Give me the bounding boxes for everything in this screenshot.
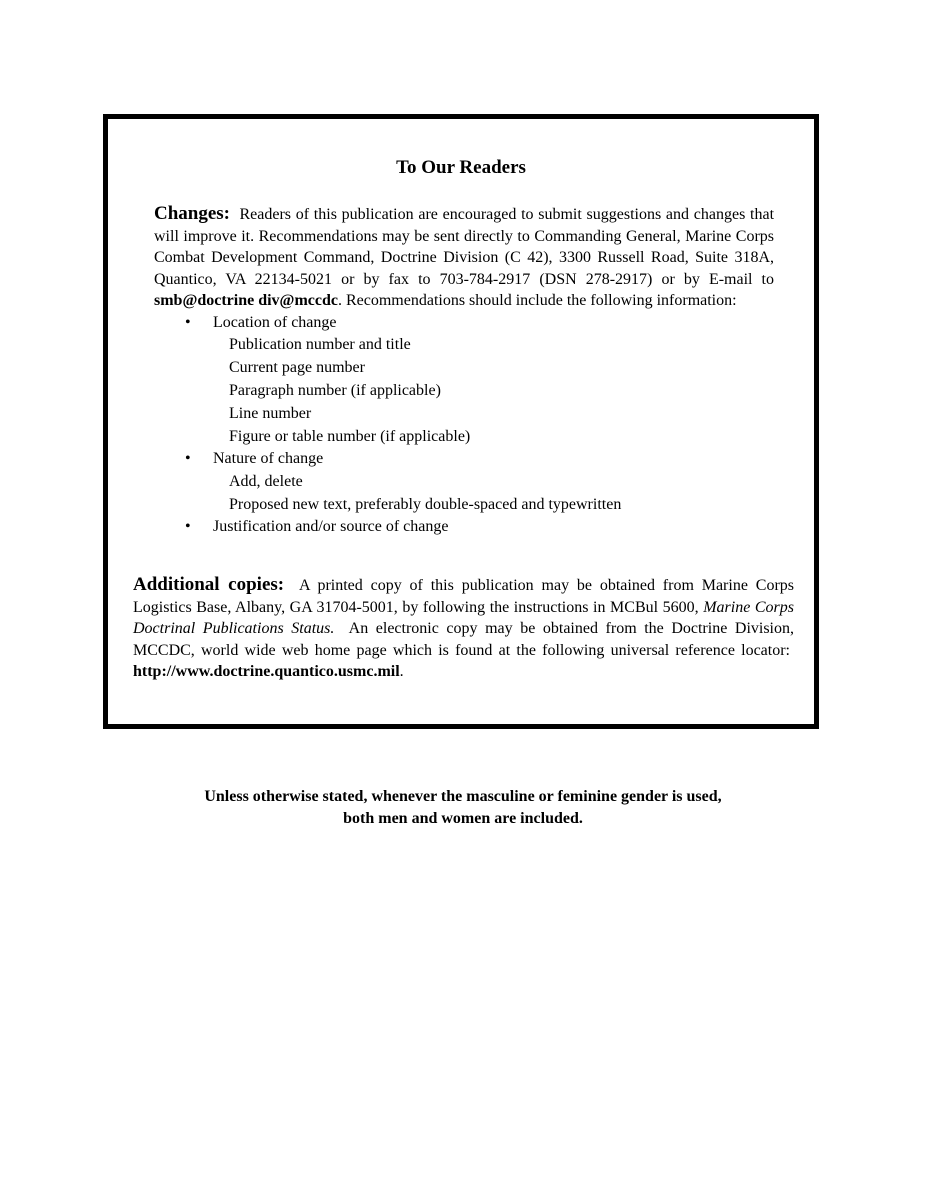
list-item-label: Justification and/or source of change — [213, 517, 449, 535]
readers-notice-box — [103, 114, 819, 729]
sublist-item: Publication number and title — [229, 336, 411, 353]
sublist-item: Add, delete — [229, 472, 303, 490]
gender-note-line-1: Unless otherwise stated, whenever the masculine or feminine gender is used, — [204, 788, 722, 805]
additional-copies-text: A printed copy of this publication may be obtained from Marine Corps Logistics Base, Albany, GA 31704-5001, by following the instructions in MCBul 5600, — [133, 577, 795, 616]
sublist-item: Proposed new text, preferably double-spaced and typewritten — [229, 495, 622, 513]
sublist-item: Current page number — [229, 359, 365, 376]
sublist-item: Figure or table number (if applicable) — [229, 428, 471, 445]
sublist — [213, 470, 774, 516]
list-item — [154, 312, 774, 449]
list-item-label: Nature of change — [213, 450, 324, 467]
changes-text: Readers of this publication are encouraged to submit suggestions and changes that will improve it. Recommendations may be sent directly to Commanding General, Marine Corps Combat Development Command, Doctrine Division (C 42), 3300 Russell Road, Suite 318A, Quantico, VA 22134-5021 or by fax to 703-784-2917 (DSN 278-2917) or by E-mail to — [154, 206, 775, 288]
changes-email: smb@doctrine div@mccdc — [154, 292, 338, 309]
gender-note-line-2: both men and women are included. — [343, 810, 583, 827]
list-item-label: Location of change — [213, 313, 337, 331]
changes-label: Changes: — [154, 203, 231, 224]
bullet-icon: • — [185, 313, 191, 331]
bullet-icon: • — [185, 517, 191, 535]
gender-note — [0, 786, 926, 830]
list-item — [154, 516, 774, 538]
sublist-item: Line number — [229, 405, 312, 422]
additional-copies-label: Additional copies: — [133, 574, 285, 595]
additional-copies-text-2: An electronic copy may be obtained from the Doctrine Division, MCCDC, world wide web home page which is found at the following universal reference locator: — [133, 620, 795, 659]
changes-paragraph — [154, 203, 774, 312]
sublist-item: Paragraph number (if applicable) — [229, 382, 441, 399]
changes-section — [154, 203, 774, 537]
doctrine-url-link[interactable]: http://www.doctrine.quantico.usmc.mil — [133, 663, 400, 680]
list-item — [154, 448, 774, 516]
additional-copies-end: . — [399, 663, 404, 680]
bullet-icon: • — [185, 450, 191, 467]
sublist — [213, 333, 774, 448]
change-info-list — [154, 312, 774, 538]
publication-title: Marine Corps Doctrinal Publications Status. — [133, 598, 795, 637]
additional-copies-paragraph — [133, 574, 794, 683]
notice-title: To Our Readers — [396, 157, 526, 178]
additional-copies-section — [133, 574, 794, 683]
changes-text-end: . Recommendations should include the following information: — [337, 292, 737, 309]
